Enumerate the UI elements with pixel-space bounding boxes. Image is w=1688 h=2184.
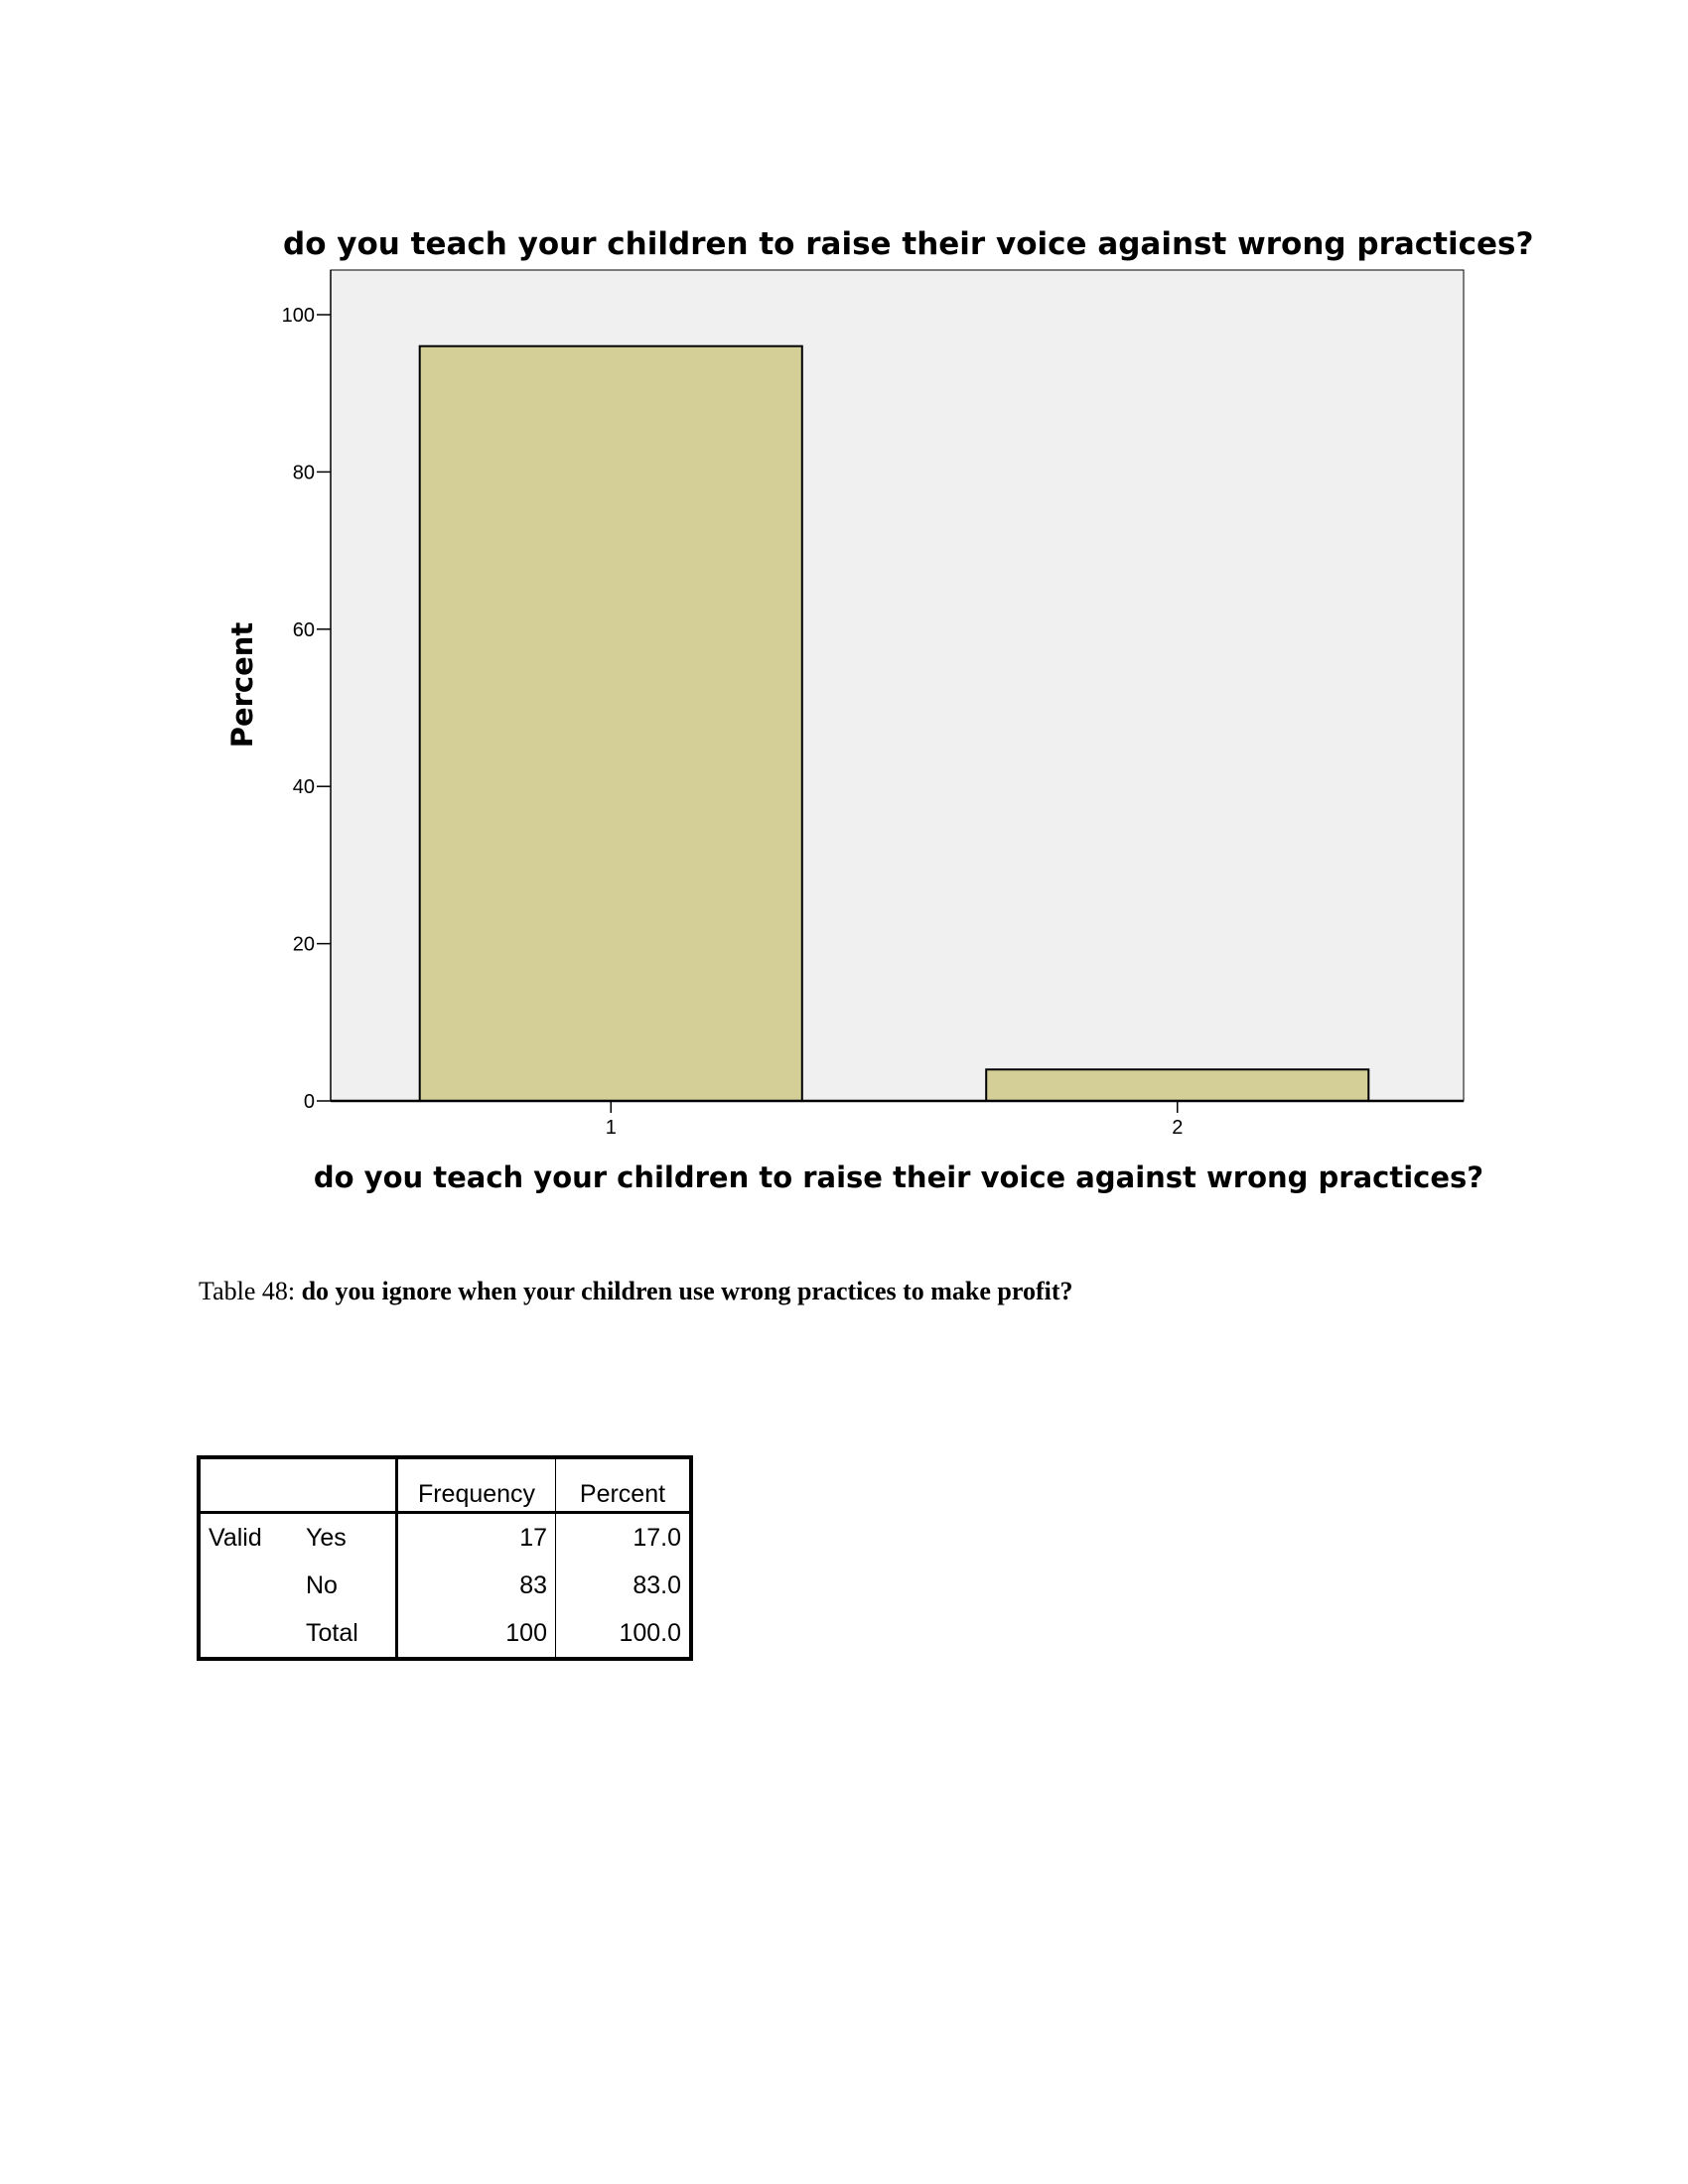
x-axis-ticks (606, 1101, 1184, 1139)
table-cell-percent: 17.0 (633, 1523, 681, 1552)
table-cell-empty (199, 1562, 298, 1609)
table-header-empty (199, 1457, 298, 1513)
y-axis-ticks (282, 305, 331, 1113)
table-cell-category: Yes (298, 1513, 397, 1563)
table-cell-frequency: 100 (397, 1609, 556, 1659)
y-tick-label: 60 (292, 618, 315, 641)
y-tick-label: 40 (292, 776, 315, 799)
x-tick-label: 1 (605, 1117, 617, 1139)
table-cell-category: No (298, 1562, 397, 1609)
caption-title: do you ignore when your children use wrong practices to make profit? (301, 1277, 1073, 1305)
y-axis-label: Percent (225, 621, 259, 749)
y-tick-label: 0 (303, 1091, 315, 1113)
table-header-percent: Percent (556, 1457, 692, 1513)
table-group-label: Valid (209, 1523, 262, 1552)
caption-prefix: Table 48: (199, 1277, 302, 1305)
table-row (199, 1609, 691, 1659)
x-tick-label: 2 (1172, 1117, 1184, 1139)
table-header-frequency: Frequency (397, 1457, 556, 1513)
x-axis-label: do you teach your children to raise their voice against wrong practices? (313, 1160, 1484, 1194)
table-header-empty (298, 1457, 397, 1513)
table-cell-category: Total (298, 1609, 397, 1659)
table-cell-frequency: 83 (397, 1562, 556, 1609)
table-row (199, 1562, 691, 1609)
y-tick-label: 80 (292, 462, 315, 484)
table-cell-empty (199, 1609, 298, 1659)
table-cell-percent: 83.0 (633, 1570, 681, 1599)
table-caption (199, 1277, 1072, 1306)
y-tick-label: 20 (292, 933, 315, 956)
frequency-table (197, 1455, 693, 1661)
table-cell-percent: 100.0 (619, 1618, 681, 1647)
y-tick-label: 100 (281, 305, 315, 327)
bar-2 (986, 1069, 1368, 1101)
table-header-row (199, 1457, 691, 1513)
chart-title: do you teach your children to raise their voice against wrong practices? (283, 226, 1534, 262)
table-row (199, 1513, 691, 1563)
table-cell-frequency: 17 (397, 1513, 556, 1563)
bar-1 (420, 346, 802, 1101)
